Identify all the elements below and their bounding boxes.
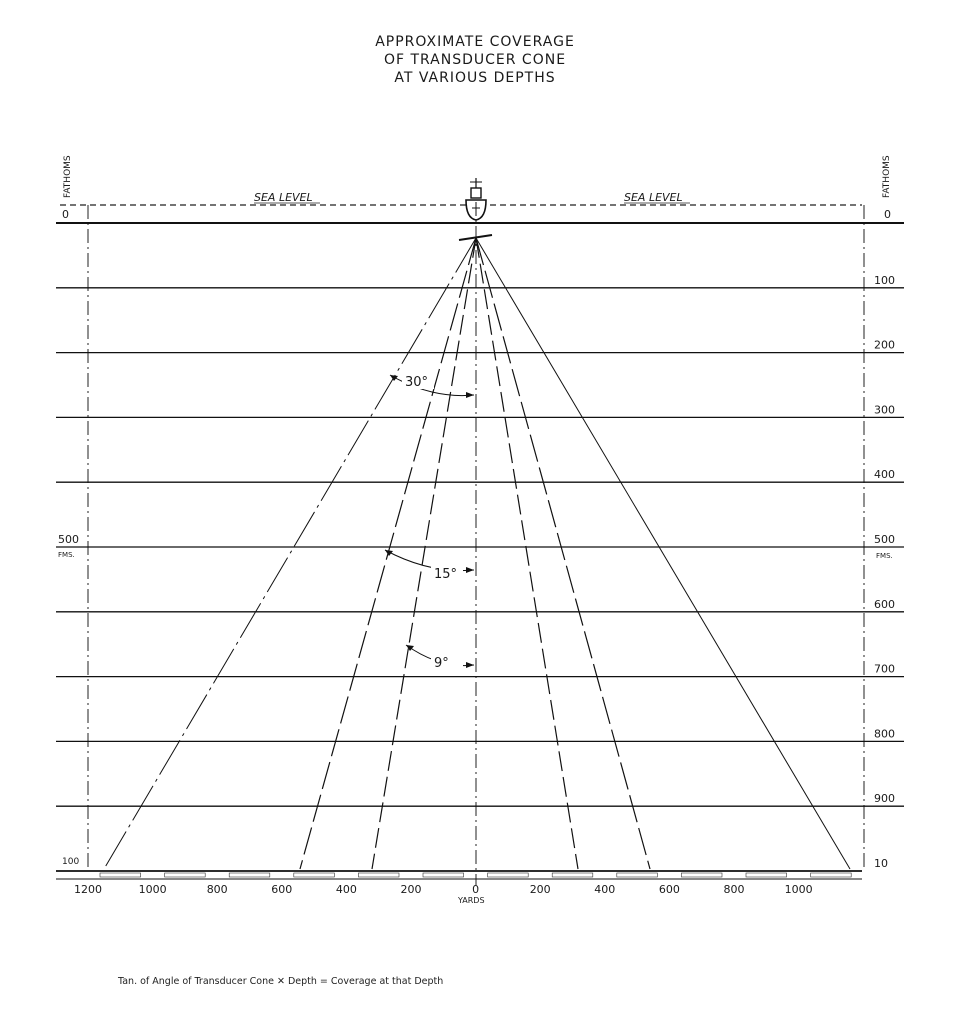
x-tick-label: 1000: [138, 883, 167, 896]
right-depth-label: 200: [874, 338, 895, 352]
right-depth-label: 100: [874, 273, 895, 287]
x-tick-label: 1200: [74, 883, 102, 896]
right-zero-label: 0: [884, 208, 891, 221]
cone-ray: [476, 238, 650, 869]
x-tick-label: 1000: [784, 883, 813, 896]
x-tick-label: 200: [400, 883, 422, 896]
scale-segment: [229, 873, 270, 877]
sea-level-left-label: SEA LEVEL: [254, 191, 313, 204]
angle-label: 15°: [434, 567, 458, 582]
angle-label: 9°: [434, 656, 449, 671]
arrowhead: [466, 567, 474, 573]
scale-segment: [100, 873, 141, 877]
caption: Tan. of Angle of Transducer Cone ✕ Depth = Coverage at that Depth: [118, 976, 444, 987]
x-tick-label: 800: [723, 883, 745, 896]
cone-ray: [476, 238, 850, 869]
right-axis-label: FATHOMS: [882, 155, 892, 198]
x-tick-label: 600: [271, 883, 293, 896]
x-tick-label: 200: [529, 883, 551, 896]
left-bottom-label: 100: [62, 857, 80, 867]
arrowhead: [390, 375, 398, 381]
scale-segment: [811, 873, 852, 877]
right-depth-label: 300: [874, 403, 895, 417]
scale-segment: [552, 873, 593, 877]
x-tick-label: 400: [594, 883, 616, 896]
arrowhead: [466, 392, 474, 398]
cone-rays: [104, 238, 850, 869]
x-tick-label: 600: [658, 883, 680, 896]
right-depth-label: 600: [874, 597, 895, 611]
right-depth-label: 900: [874, 792, 895, 806]
left-axis-label: FATHOMS: [63, 155, 73, 198]
scale-segment: [488, 873, 529, 877]
left-mid-value: 500: [58, 533, 79, 546]
cone-ray: [104, 238, 476, 869]
arrowhead: [466, 662, 474, 668]
right-depth-label: 400: [874, 468, 895, 482]
title-line-3: AT VARIOUS DEPTHS: [394, 70, 556, 86]
scale-segment: [617, 873, 658, 877]
sea-level-right-label: SEA LEVEL: [624, 191, 683, 204]
left-zero-label: 0: [62, 208, 69, 221]
right-depth-label: 800: [874, 727, 895, 741]
right-depth-label: 10: [874, 857, 888, 870]
x-tick-label: 0: [472, 883, 480, 896]
title-line-2: OF TRANSDUCER CONE: [383, 52, 567, 68]
depth-lines: [56, 223, 904, 879]
scale-segment: [746, 873, 787, 877]
scale-segment: [358, 873, 399, 877]
title-line-1: APPROXIMATE COVERAGE: [375, 34, 575, 50]
x-tick-label: 800: [206, 883, 228, 896]
scale-segment: [165, 873, 206, 877]
x-tick-label: 400: [335, 883, 357, 896]
angle-label: 30°: [405, 375, 429, 390]
right-mid-unit: FMS.: [876, 552, 893, 560]
left-mid-unit: FMS.: [58, 551, 75, 559]
x-unit-label: YARDS: [458, 896, 485, 905]
right-depth-label: 700: [874, 662, 895, 676]
scale-segment: [681, 873, 722, 877]
scale-segment: [423, 873, 464, 877]
bottom-scale: [74, 873, 851, 896]
right-depth-labels: [874, 274, 895, 870]
scale-segment: [294, 873, 335, 877]
right-depth-label: 500: [874, 533, 895, 546]
